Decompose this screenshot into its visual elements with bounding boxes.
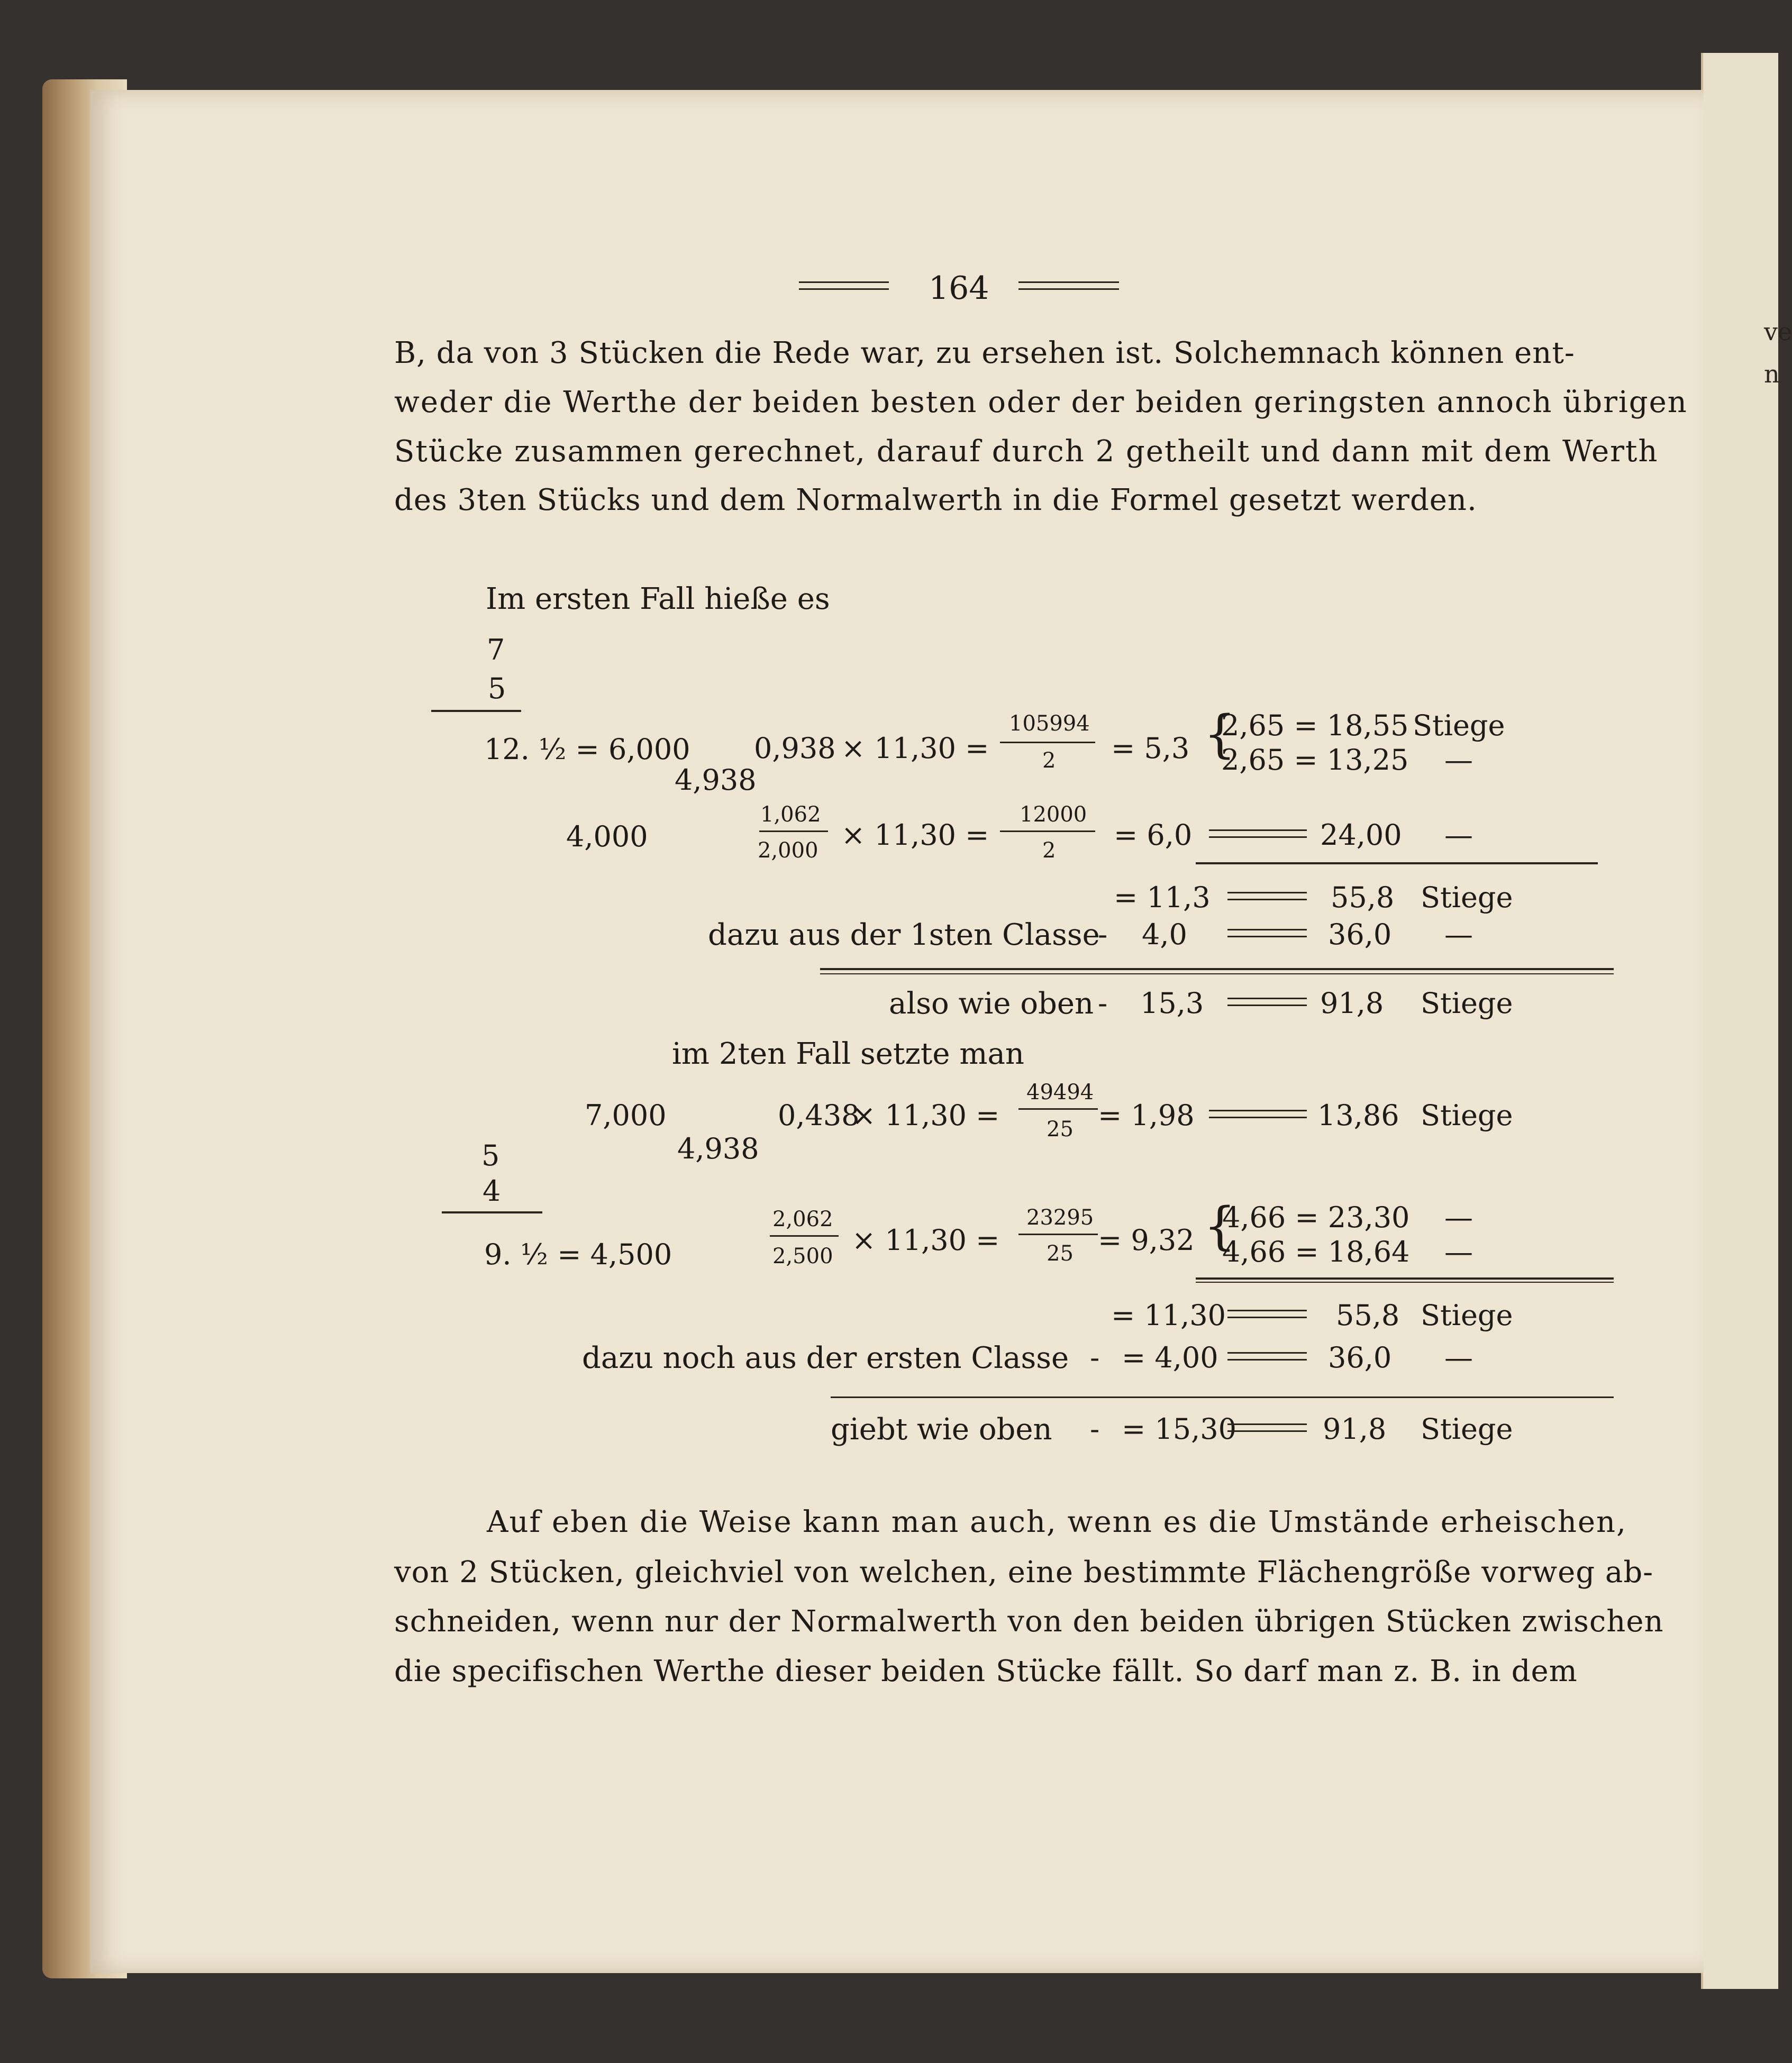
case2-row2-result: = 9,32 <box>1098 1224 1195 1257</box>
case1-row2-result: = 6,0 <box>1114 818 1193 852</box>
paragraph1-line2: weder die Werthe der beiden besten oder der beiden geringsten annoch übrigen <box>394 385 1688 419</box>
case1-row2-value: 24,00 <box>1320 818 1402 852</box>
fraction-bar <box>759 830 828 832</box>
case2-subtotal-unit: Stiege <box>1421 1299 1513 1332</box>
case2-row2-frac-den: 2,500 <box>772 1244 833 1268</box>
case2-row1-factor: 0,438 <box>778 1099 860 1132</box>
case2-half-calc: 9. ½ = 4,500 <box>484 1238 672 1271</box>
equals-line <box>1209 1110 1307 1118</box>
case2-add-unit: — <box>1444 1341 1473 1374</box>
case2-heading: im 2ten Fall setzte man <box>672 1037 1024 1071</box>
case1-add-left: 4,0 <box>1142 918 1187 951</box>
page-number: 164 <box>929 270 989 307</box>
case1-add-unit: — <box>1444 918 1473 951</box>
case1-total-label: also wie oben <box>889 987 1094 1021</box>
case2-total-right: 91,8 <box>1323 1412 1387 1446</box>
case1-row2-frac-den: 2,000 <box>758 838 818 863</box>
brace: { <box>1204 705 1236 764</box>
equals-line <box>1227 1310 1307 1318</box>
case2-total-unit: Stiege <box>1421 1412 1513 1446</box>
case2-row1-result: = 1,98 <box>1098 1099 1195 1132</box>
case2-add-label: dazu noch aus der ersten Classe <box>582 1341 1069 1375</box>
total-rule <box>820 973 1614 974</box>
facing-page <box>1701 53 1792 1989</box>
case1-mid-4938: 4,938 <box>675 763 757 797</box>
fraction-bar <box>1018 1108 1098 1110</box>
case1-top-5: 5 <box>488 672 506 705</box>
paragraph1-line1: B, da von 3 Stücken die Rede war, zu ersehen ist. Solchemnach können ent- <box>394 336 1575 370</box>
case1-add-right: 36,0 <box>1328 918 1392 951</box>
case2-row2-times: × 11,30 = <box>852 1224 1000 1257</box>
fraction-bar <box>1018 1234 1098 1235</box>
header-rule-left <box>799 281 889 290</box>
fraction-bar <box>1000 830 1095 832</box>
case2-subtotal-left: = 11,30 <box>1111 1299 1226 1332</box>
case2-add-mark: - <box>1090 1341 1100 1374</box>
case1-total-unit: Stiege <box>1421 987 1513 1020</box>
case1-row1-denominator: 2 <box>1042 748 1056 773</box>
case2-row2-brace-b: 4,66 = 18,64 <box>1222 1235 1410 1268</box>
sum-rule <box>1196 1282 1614 1283</box>
equals-line <box>1227 998 1307 1006</box>
case1-top-rule <box>431 710 521 712</box>
case1-row1-numerator: 105994 <box>1009 711 1090 736</box>
case1-total-mark: - <box>1098 987 1108 1020</box>
case2-row2-brace-a: 4,66 = 23,30 <box>1222 1201 1410 1234</box>
case2-total-mark: - <box>1090 1412 1100 1446</box>
case1-top-7: 7 <box>487 633 505 667</box>
total-rule <box>831 1396 1614 1398</box>
equals-line <box>1209 829 1307 838</box>
case2-total-label: giebt wie oben <box>831 1412 1052 1447</box>
case1-heading: Im ersten Fall hieße es <box>486 582 830 616</box>
fraction-bar <box>1000 742 1095 743</box>
case2-row2-frac-num: 2,062 <box>772 1207 833 1231</box>
case2-total-left: = 15,30 <box>1122 1412 1237 1446</box>
case2-row2-denominator: 25 <box>1047 1242 1074 1266</box>
case1-row2-unit: — <box>1444 818 1473 852</box>
brace: { <box>1204 1197 1236 1256</box>
equals-line <box>1227 892 1307 900</box>
case2-val-4938: 4,938 <box>677 1132 759 1165</box>
case1-total-left: 15,3 <box>1140 987 1204 1020</box>
header-rule-right <box>1018 281 1119 290</box>
paragraph2-line3: schneiden, wenn nur der Normalwerth von den beiden übrigen Stücken zwischen <box>394 1604 1664 1639</box>
case2-top-4: 4 <box>483 1174 501 1208</box>
case2-row1-value: 13,86 <box>1317 1099 1399 1132</box>
equals-line <box>1227 1352 1307 1361</box>
fraction-bar <box>770 1235 839 1237</box>
case1-subtotal-right: 55,8 <box>1331 881 1395 914</box>
sum-rule <box>1196 862 1598 864</box>
case1-add-mark: - <box>1098 918 1108 951</box>
paragraph2-line4: die specifischen Werthe dieser beiden Stücke fällt. So darf man z. B. in dem <box>394 1654 1578 1688</box>
sum-rule <box>1196 1277 1614 1280</box>
case1-row1-unit-b: — <box>1444 743 1473 777</box>
paragraph1-line4: des 3ten Stücks und dem Normalwerth in die Formel gesetzt werden. <box>394 483 1477 517</box>
case1-row2-numerator: 12000 <box>1020 802 1087 827</box>
case2-val-7000: 7,000 <box>585 1099 667 1132</box>
case2-row1-numerator: 49494 <box>1026 1080 1094 1104</box>
case1-row1-times: × 11,30 = <box>841 732 989 765</box>
case1-add-label: dazu aus der 1sten Classe <box>708 918 1100 952</box>
case1-row1-factor: 0,938 <box>754 732 836 765</box>
case1-left-4000: 4,000 <box>566 820 648 853</box>
case1-row2-times: × 11,30 = <box>841 818 989 852</box>
case2-subtotal-right: 55,8 <box>1336 1299 1400 1332</box>
case2-row2-numerator: 23295 <box>1026 1206 1094 1230</box>
case2-row2-unit-a: — <box>1444 1201 1473 1234</box>
case2-add-left: = 4,00 <box>1122 1341 1218 1374</box>
case1-row2-denominator: 2 <box>1042 838 1056 863</box>
total-rule <box>820 968 1614 970</box>
case1-row1-brace-a: 2,65 = 18,55 <box>1221 709 1409 742</box>
paragraph1-line3: Stücke zusammen gerechnet, darauf durch 2 getheilt und dann mit dem Werth <box>394 434 1659 469</box>
book-page <box>90 90 1704 1973</box>
case1-row2-frac-num: 1,062 <box>760 802 821 827</box>
paragraph2-line1: Auf eben die Weise kann man auch, wenn es die Umstände erheischen, <box>487 1505 1627 1539</box>
case2-add-right: 36,0 <box>1328 1341 1392 1374</box>
case1-subtotal-left: = 11,3 <box>1114 881 1211 914</box>
facing-page-fragment: n <box>1764 360 1780 388</box>
case1-row1-brace-b: 2,65 = 13,25 <box>1221 743 1409 777</box>
case1-total-right: 91,8 <box>1320 987 1384 1020</box>
facing-page-fragment: ve <box>1764 317 1792 346</box>
case2-top-5: 5 <box>481 1139 500 1172</box>
equals-line <box>1227 1423 1307 1432</box>
case2-top-rule <box>442 1211 542 1213</box>
case1-row1-unit-a: Stiege <box>1413 709 1505 742</box>
case2-row2-unit-b: — <box>1444 1235 1473 1268</box>
case2-row1-unit: Stiege <box>1421 1099 1513 1132</box>
equals-line <box>1227 929 1307 937</box>
case2-row1-times: × 11,30 = <box>852 1099 1000 1132</box>
case1-subtotal-unit: Stiege <box>1421 881 1513 914</box>
paragraph2-line2: von 2 Stücken, gleichviel von welchen, eine bestimmte Flächengröße vorweg ab- <box>394 1555 1654 1590</box>
case1-half-calc: 12. ½ = 6,000 <box>484 733 690 766</box>
case2-row1-denominator: 25 <box>1047 1117 1074 1142</box>
case1-row1-result: = 5,3 <box>1111 732 1190 765</box>
